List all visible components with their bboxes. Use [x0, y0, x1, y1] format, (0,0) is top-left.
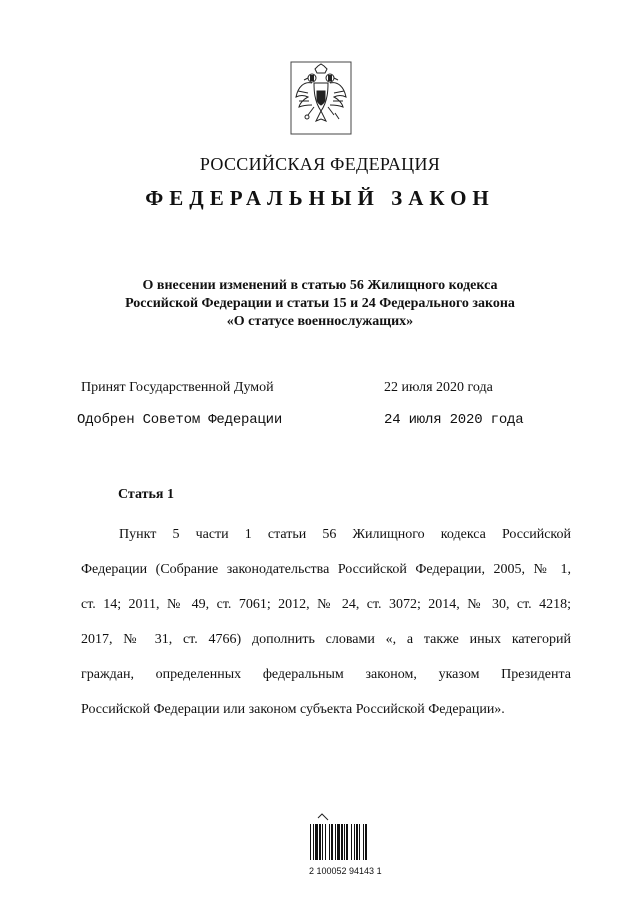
article-line: Российской Федерации или законом субъекта Российской Федерации».	[81, 702, 505, 717]
subject-line: «О статусе военнослужащих»	[226, 314, 414, 329]
barcode-bar	[354, 824, 355, 860]
barcode-bar	[319, 824, 321, 860]
barcode-bar	[363, 824, 364, 860]
approved-date: 24 июля 2020 года	[384, 412, 524, 428]
article-title: Статья 1	[118, 487, 174, 502]
barcode-bar	[356, 824, 358, 860]
barcode-bar	[325, 824, 326, 860]
barcode-bar	[313, 824, 314, 860]
barcode-bar	[341, 824, 343, 860]
article-body	[81, 517, 571, 727]
barcode-bar	[315, 824, 318, 860]
adopted-by-duma-label: Принят Государственной Думой	[81, 380, 274, 395]
barcode-bar	[351, 824, 352, 860]
barcode-bar	[337, 824, 340, 860]
barcode-bar	[335, 824, 336, 860]
barcode	[308, 812, 390, 868]
law-subject-title	[0, 277, 640, 331]
barcode-bar	[310, 824, 311, 860]
barcode-bar	[322, 824, 323, 860]
subject-line: О внесении изменений в статью 56 Жилищного кодекса	[142, 278, 498, 293]
barcode-bar	[346, 824, 348, 860]
barcode-bar	[344, 824, 345, 860]
article-line: Пункт 5 части 1 статьи 56 Жилищного кодекса Российской	[119, 527, 571, 542]
barcode-bar	[329, 824, 330, 860]
article-line: 2017, № 31, ст. 4766) дополнить словами «, а также иных категорий	[81, 632, 571, 647]
article-line: граждан, определенных федеральным законом, указом Президента	[81, 667, 571, 682]
document-type-heading: ФЕДЕРАЛЬНЫЙ ЗАКОН	[145, 186, 495, 210]
barcode-bar	[331, 824, 333, 860]
barcode-bar	[359, 824, 360, 860]
subject-line: Российской Федерации и статьи 15 и 24 Федерального закона	[125, 296, 515, 311]
article-line: Федерации (Собрание законодательства Российской Федерации, 2005, № 1,	[81, 562, 571, 577]
approved-by-council-label: Одобрен Советом Федерации	[77, 412, 283, 428]
barcode-number: 2 100052 94143 1	[309, 866, 382, 876]
article-line: ст. 14; 2011, № 49, ст. 7061; 2012, № 24, ст. 3072; 2014, № 30, ст. 4218;	[81, 597, 571, 612]
adopted-date: 22 июля 2020 года	[384, 380, 493, 395]
barcode-bar	[365, 824, 367, 860]
country-heading: РОССИЙСКАЯ ФЕДЕРАЦИЯ	[199, 154, 441, 174]
coat-of-arms-emblem	[290, 61, 352, 135]
